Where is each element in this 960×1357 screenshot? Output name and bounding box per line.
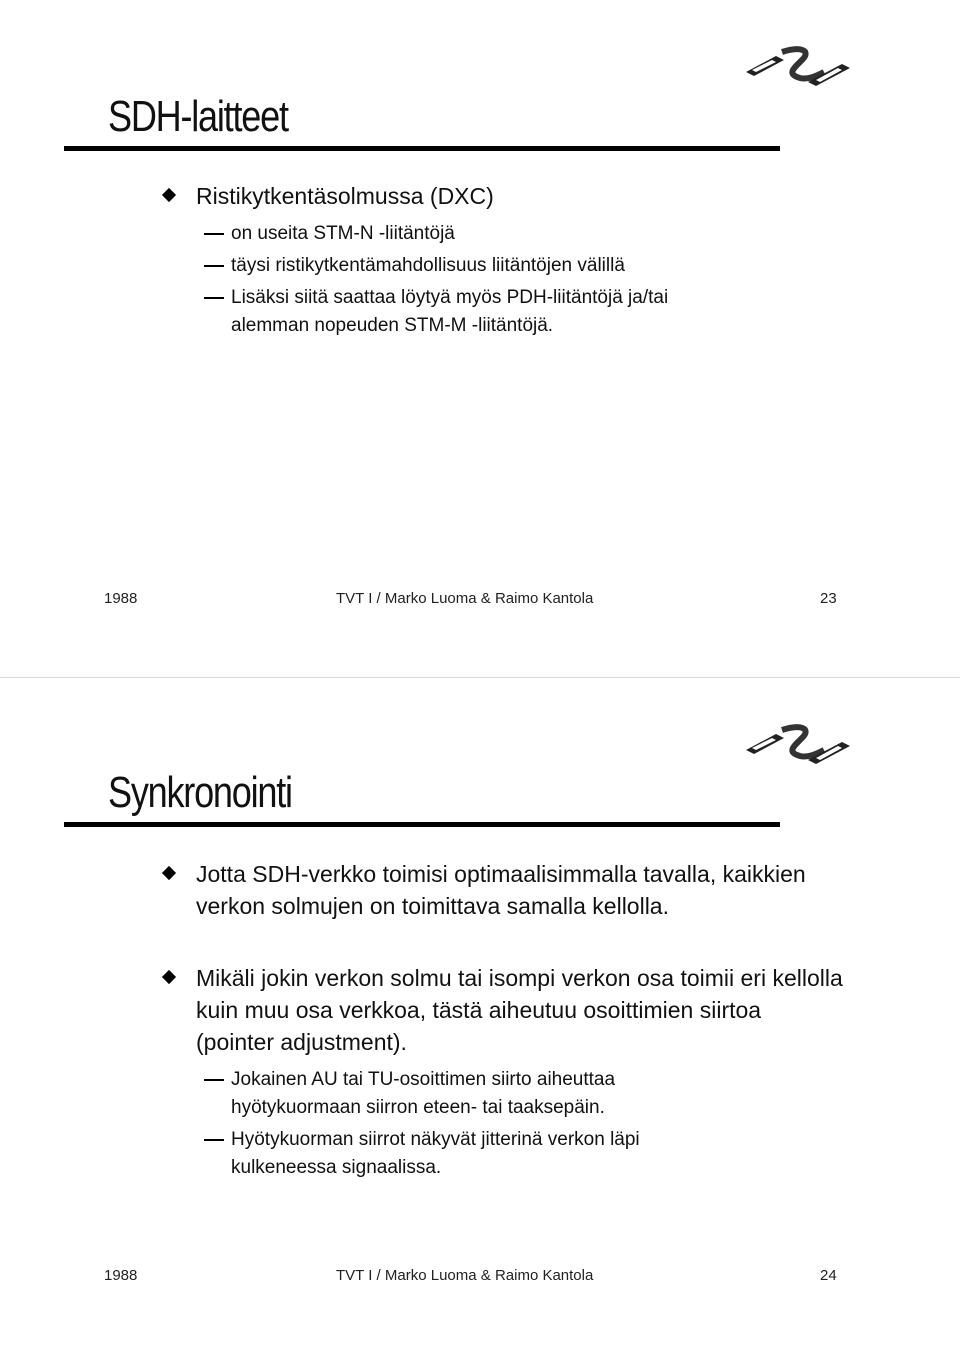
logo-icon xyxy=(742,44,852,94)
footer-course: TVT I / Marko Luoma & Raimo Kantola xyxy=(336,590,594,607)
bullet-item: Jotta SDH-verkko toimisi optimaalisimmalla tavalla, kaikkien verkon solmujen on toimittava samalla kellolla. xyxy=(164,858,824,922)
footer-year: 1988 xyxy=(104,590,138,607)
footer-year: 1988 xyxy=(104,1267,138,1284)
footer-course: TVT I / Marko Luoma & Raimo Kantola xyxy=(336,1267,594,1284)
diamond-bullet-icon xyxy=(162,970,176,984)
diamond-bullet-icon xyxy=(162,188,176,202)
logo-icon xyxy=(742,722,852,772)
slide-23 xyxy=(0,0,960,678)
footer-page-number: 24 xyxy=(820,1267,837,1284)
footer-page-number: 23 xyxy=(820,590,837,607)
title-rule xyxy=(64,822,780,827)
slide-24 xyxy=(0,678,960,1357)
slide-title: Synkronointi xyxy=(108,768,292,817)
dash-icon xyxy=(204,233,224,235)
sub-item: täysi ristikytkentämahdollisuus liitäntöjen välillä xyxy=(204,252,824,280)
bullet-item: Mikäli jokin verkon solmu tai isompi verkon osa toimii eri kellolla kuin muu osa verkkoa, tästä aiheutuu osoittimien siirtoa (pointer adjustment). xyxy=(164,962,844,1058)
sub-item: Hyötykuorman siirrot näkyvät jitterinä verkon läpi kulkeneessa signaalissa. xyxy=(204,1126,724,1182)
dash-icon xyxy=(204,1139,224,1141)
dash-icon xyxy=(204,297,224,299)
diamond-bullet-icon xyxy=(162,866,176,880)
sub-item: on useita STM-N -liitäntöjä xyxy=(204,220,824,248)
bullet-item: Ristikytkentäsolmussa (DXC) xyxy=(164,180,844,212)
title-rule xyxy=(64,146,780,151)
sub-item: Lisäksi siitä saattaa löytyä myös PDH-liitäntöjä ja/tai alemman nopeuden STM-M -liitäntöjä. xyxy=(204,284,744,340)
dash-icon xyxy=(204,265,224,267)
dash-icon xyxy=(204,1079,224,1081)
sub-item: Jokainen AU tai TU-osoittimen siirto aiheuttaa hyötykuormaan siirron eteen- tai taaksepäin. xyxy=(204,1066,704,1122)
slide-title: SDH-laitteet xyxy=(108,92,288,141)
